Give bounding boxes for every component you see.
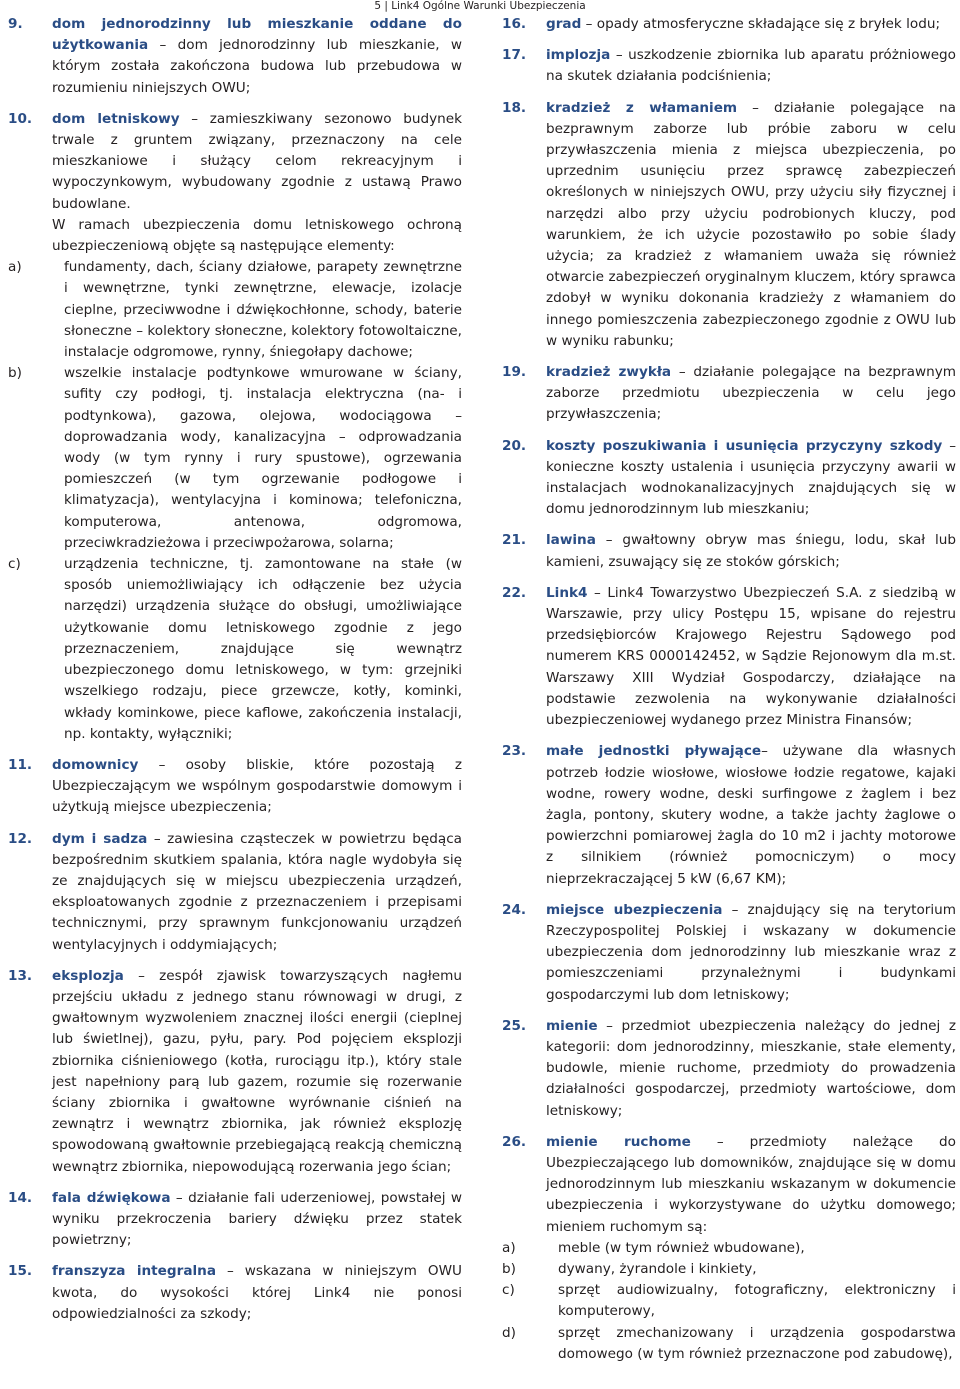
sublist-26 xyxy=(502,1238,956,1365)
sublist-10 xyxy=(8,257,462,745)
list-item-label: c) xyxy=(8,556,21,573)
definition-number: 20. xyxy=(502,437,527,454)
definition-text: – znajdujący się na terytorium Rzeczypospolitej Polskiej i wskazany w dokumencie ubezpieczenia dom jednorodzinny lub mieszkanie wraz z pomieszczeniami przynależnymi i budynkami gospodarczymi lub dom letniskowy; xyxy=(546,901,957,1003)
list-item-label: b) xyxy=(502,1260,516,1277)
definition-24 xyxy=(502,900,956,1006)
list-item xyxy=(502,1280,956,1322)
definition-number: 14. xyxy=(8,1189,33,1206)
definition-term: koszty poszukiwania i usunięcia przyczyny szkody xyxy=(546,437,943,454)
list-item-label: c) xyxy=(502,1282,515,1299)
definition-11 xyxy=(8,755,462,819)
list-item xyxy=(8,257,462,363)
definition-12 xyxy=(8,829,462,956)
definition-number: 25. xyxy=(502,1017,527,1034)
definition-term: dom jednorodzinny lub mieszkanie oddane do użytkowania xyxy=(52,16,462,54)
definition-number: 23. xyxy=(502,743,527,760)
definition-term: mienie xyxy=(546,1017,598,1034)
list-item-label: a) xyxy=(502,1239,516,1256)
list-item xyxy=(8,363,462,554)
list-item-label: a) xyxy=(8,259,22,276)
definition-19 xyxy=(502,362,956,426)
list-item-text: sprzęt audiowizualny, fotograficzny, elektroniczny i komputerowy, xyxy=(558,1282,956,1320)
definition-number: 15. xyxy=(8,1263,33,1280)
definition-18 xyxy=(502,98,956,352)
left-column xyxy=(8,14,462,1335)
definition-number: 11. xyxy=(8,756,33,773)
list-item-text: meble (w tym również wbudowane), xyxy=(558,1239,805,1256)
page-header: 5 | Link4 Ogólne Warunki Ubezpieczenia xyxy=(374,0,586,12)
definition-text: – przedmioty należące do Ubezpieczającego lub domowników, znajdujące się w domu jednorodzinnym lub mieszkaniu wskazanym w dokumencie ubezpieczenia i wykorzystywane do użytku domowego; mieniem ruchomym są: xyxy=(546,1133,956,1235)
definition-text: – wskazana w niniejszym OWU kwota, do wysokości której Link4 nie ponosi odpowiedzialności za szkody; xyxy=(52,1263,462,1322)
list-item-text: wszelkie instalacje podtynkowe wmurowane w ściany, sufity czy podłogi, tj. instalacja elektryczna (na- i podtynkowa), gazowa, olejowa, wodociągowa – doprowadzania wody, kanalizacyjna – odprowadzania wody (w tym rynny i rury spustowe), ogrzewania pomieszczeń (w tym ogrzewanie podłogowe i klimatyzacja), wentylacyjna i kominowa; telefoniczna, komputerowa, antenowa, odgromowa, przeciwkradzieżowa i przeciwpożarowa, solarna; xyxy=(64,365,462,551)
list-item-text: fundamenty, dach, ściany działowe, parapety zewnętrzne i wewnętrzne, tynki zewnętrzne, elewacje, izolacje cieplne, przeciwwodne i dźwiękochłonne, schody, baterie słoneczne – kolektory słoneczne, kolektory fotowoltaiczne, instalacje odgromowe, rynny, śniegołapy dachowe; xyxy=(64,259,462,361)
definition-number: 19. xyxy=(502,364,527,381)
definition-number: 16. xyxy=(502,16,527,32)
definition-term: domownicy xyxy=(52,756,139,773)
definition-term: implozja xyxy=(546,47,611,64)
list-item-label: d) xyxy=(502,1324,516,1341)
definition-intro: W ramach ubezpieczenia domu letniskowego ochroną ubezpieczeniową objęte są następujące elementy: xyxy=(52,216,462,255)
definition-text: – przedmiot ubezpieczenia należący do jednej z kategorii: dom jednorodzinny, mieszkanie, stałe elementy, budowle, mienie ruchome, przedmioty do prowadzenia działalności gospodarczej, przedmioty wartościowe, dom letniskowy; xyxy=(546,1017,956,1119)
definition-term: lawina xyxy=(546,532,596,549)
list-item-text: sprzęt zmechanizowany i urządzenia gospodarstwa domowego (w tym również przeznaczone pod zabudowę), xyxy=(558,1324,956,1362)
list-item xyxy=(502,1323,956,1365)
definition-number: 17. xyxy=(502,47,527,64)
list-item-label: b) xyxy=(8,365,22,382)
definition-text: – używane dla własnych potrzeb łodzie wiosłowe, wiosłowe łodzie regatowe, kajaki wodne, rowery wodne, deski surfingowe z żaglem i bez żagla, pontony, skutery wodne, a także jachty żaglowe o powierzchni pomiarowej żagla do 10 m2 i jachty motorowe z silnikiem (również pomocniczym) o mocy nieprzekraczającej 5 kW (6,67 KM); xyxy=(546,743,956,887)
right-column xyxy=(502,14,956,1365)
definition-9 xyxy=(8,14,462,99)
definition-21 xyxy=(502,530,956,572)
definition-text: – uszkodzenie zbiornika lub aparatu próżniowego na skutek działania podciśnienia; xyxy=(546,47,956,85)
definition-text: – działanie polegające na bezprawnym zaborze przedmiotu ubezpieczenia w celu jego przywłaszczenia; xyxy=(546,364,956,423)
definition-term: małe jednostki pływające xyxy=(546,743,762,760)
definition-number: 12. xyxy=(8,830,33,847)
definition-text: – opady atmosferyczne składające się z bryłek lodu; xyxy=(581,16,941,32)
definition-13 xyxy=(8,966,462,1178)
definition-10 xyxy=(8,109,462,257)
list-item xyxy=(502,1259,956,1280)
definition-16 xyxy=(502,14,956,35)
definition-term: franszyza integralna xyxy=(52,1263,216,1280)
definition-26 xyxy=(502,1132,956,1238)
definition-25 xyxy=(502,1016,956,1122)
definition-number: 26. xyxy=(502,1133,527,1150)
definition-term: Link4 xyxy=(546,584,588,601)
definition-term: miejsce ubezpieczenia xyxy=(546,901,723,918)
definition-term: fala dźwiękowa xyxy=(52,1189,171,1206)
definition-text: – działanie fali uderzeniowej, powstałej w wyniku przekroczenia bariery dźwięku przez statek powietrzny; xyxy=(52,1189,463,1249)
list-item xyxy=(502,1238,956,1259)
definition-term: mienie ruchome xyxy=(546,1133,691,1150)
definition-number: 24. xyxy=(502,901,527,918)
definition-23 xyxy=(502,741,956,889)
definition-text: – zespół zjawisk towarzyszących nagłemu przejściu układu z jednego stanu równowagi w drugi, z gwałtownym wyzwoleniem znacznej ilości energii (cieplnej lub świetlnej), gazu, pyłu, pary. Pod pojęciem eksplozji zbiornika ciśnieniowego (kotła, rurociągu itp.), który stale jest napełniony parą lub gazem, rozumie się rozerwanie ściany zbiornika i gwałtowne wyrównanie ciśnień na zewnątrz i wewnątrz zbiornika, jak również eksplozję spowodowaną gwałtownie przebiegającą reakcją chemiczną wewnątrz zbiornika, niepowodującą rozerwania jego ścian; xyxy=(52,967,462,1175)
list-item-text: dywany, żyrandole i kinkiety, xyxy=(558,1260,757,1277)
definition-14 xyxy=(8,1188,462,1252)
definition-15 xyxy=(8,1261,462,1325)
definition-17 xyxy=(502,45,956,87)
definition-text: – Link4 Towarzystwo Ubezpieczeń S.A. z siedzibą w Warszawie, przy ulicy Postępu 15, wpisane do rejestru przedsiębiorców Krajowego Rejestru Sądowego pod numerem KRS 0000142452, w Sądzie Rejonowym dla m.st. Warszawy XIII Wydział Gospodarczy, działające na podstawie zezwolenia na wykonywanie działalności ubezpieczeniowej wydanego przez Ministra Finansów; xyxy=(546,584,956,729)
definition-text: – osoby bliskie, które pozostają z Ubezpieczającym we wspólnym gospodarstwie domowym i użytkują miejsce ubezpieczenia; xyxy=(52,756,462,816)
definition-text: – konieczne koszty ustalenia i usunięcia przyczyny awarii w instalacjach wodnokanalizacyjnych znajdujących się w domu jednorodzinnym lub mieszkaniu; xyxy=(546,437,956,518)
definition-number: 10. xyxy=(8,110,33,127)
definition-number: 21. xyxy=(502,532,527,549)
definition-term: eksplozja xyxy=(52,967,124,984)
definition-term: kradzież zwykła xyxy=(546,364,672,381)
definition-term: dom letniskowy xyxy=(52,110,180,127)
definition-text: – zawiesina cząsteczek w powietrzu będąca bezpośrednim skutkiem spalania, która nagle wydobyła się ze znajdujących się w miejscu ubezpieczenia urządzeń, eksploatowanych zgodnie z przeznaczeniem i przepisami technicznymi, przy sprawnym funkcjonowaniu urządzeń wentylacyjnych i oddymiających; xyxy=(52,830,463,953)
definition-text: – zamieszkiwany sezonowo budynek trwale z gruntem związany, przeznaczony na cele mieszkaniowe i służący celom rekreacyjnym i wypoczynkowym, wybudowany zgodnie z ustawą Prawo budowlane. xyxy=(52,110,462,212)
definition-term: dym i sadza xyxy=(52,830,148,847)
definition-number: 13. xyxy=(8,967,33,984)
definition-number: 18. xyxy=(502,99,527,116)
definition-term: kradzież z włamaniem xyxy=(546,99,738,116)
definition-text: – gwałtowny obryw mas śniegu, lodu, skał lub kamieni, zsuwający się ze stoków górskich; xyxy=(546,532,956,570)
definition-text: – dom jednorodzinny lub mieszkanie, w którym została zakończona budowa lub przebudowa w rozumieniu niniejszych OWU; xyxy=(52,37,462,96)
definition-number: 9. xyxy=(8,16,23,32)
list-item xyxy=(8,554,462,745)
definition-term: grad xyxy=(546,16,582,32)
definition-22 xyxy=(502,583,956,731)
definition-20 xyxy=(502,436,956,521)
list-item-text: urządzenia techniczne, tj. zamontowane na stałe (w sposób uniemożliwiający ich odłączenie bez użycia narzędzi) urządzenia służące do obsługi, umożliwiające użytkowanie domu letniskowego zgodnie z jego przeznaczeniem, znajdujące się wewnątrz ubezpieczonego domu letniskowego, w tym: grzejniki wszelkiego rodzaju, piece grzewcze, kotły, kominki, wkłady kominkowe, piece kaflowe, zakończenia instalacji, np. kontakty, wyłączniki; xyxy=(64,556,462,742)
definition-number: 22. xyxy=(502,584,527,601)
definition-text: – działanie polegające na bezprawnym zaborze lub próbie zaboru w celu przywłaszczenia mienia z miejsca ubezpieczenia, po uprzednim usunięciu przez sprawcę zabezpieczeń określonych w niniejszych OWU, przy użyciu siły fizycznej i narzędzi albo przy użyciu podrobionych kluczy, pod warunkiem, że ich użycie pozostawiło po sobie ślady użycia; za kradzież z włamaniem uważa się również otwarcie zabezpieczeń oryginalnym kluczem, który sprawca zdobył w wyniku dokonania kradzieży z włamaniem do innego pomieszczenia zabezpieczonego zgodnie z OWU lub w wyniku rabunku; xyxy=(546,99,956,349)
